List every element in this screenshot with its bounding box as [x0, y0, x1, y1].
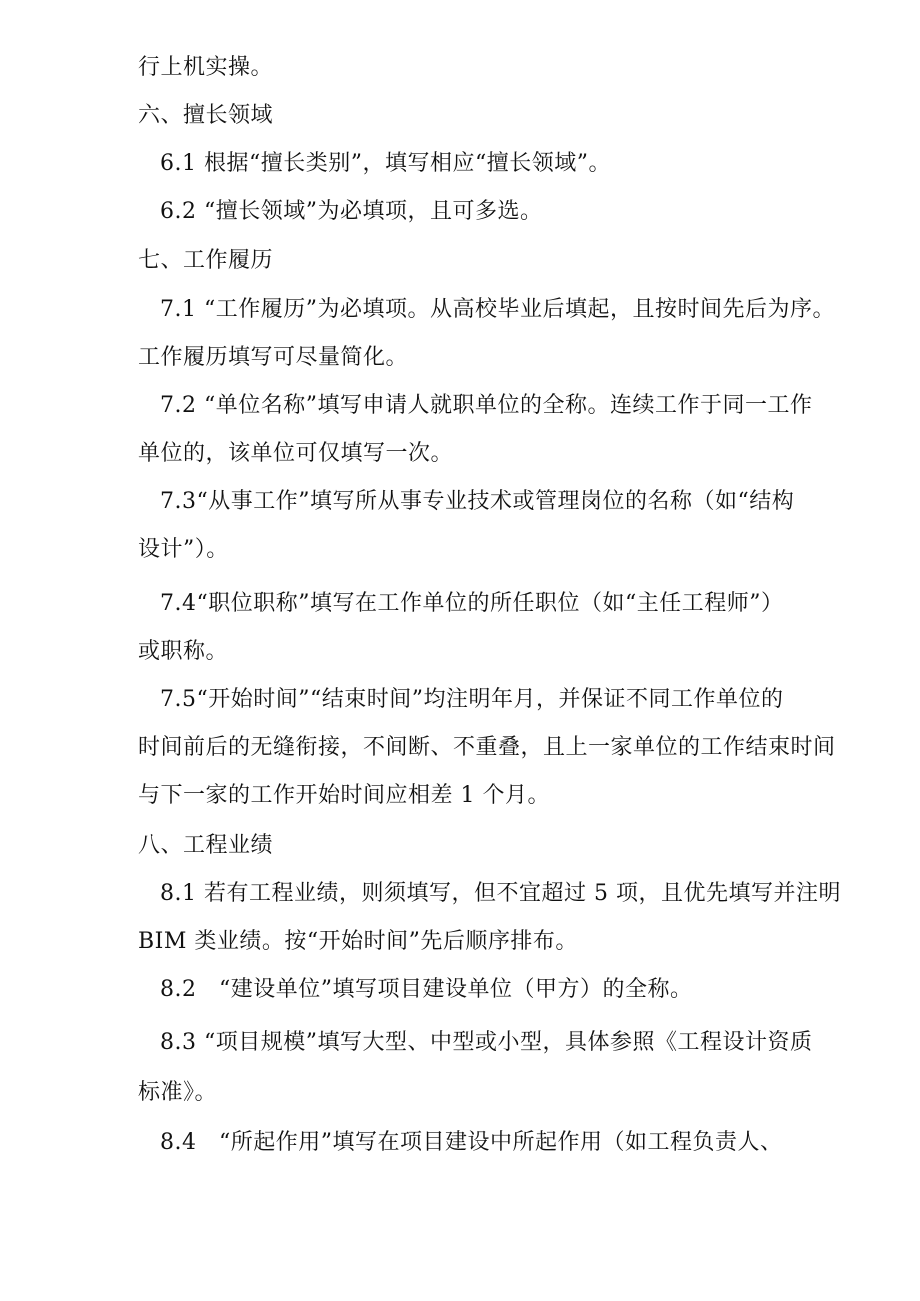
text-line: 8.4 “所起作用”填写在项目建设中所起作用（如工程负责人、 — [160, 1130, 783, 1155]
text-line: 7.3“从事工作”填写所从事专业技术或管理岗位的名称（如“结构 — [160, 489, 795, 514]
text-line: 标准》。 — [138, 1080, 218, 1105]
section-heading: 六、擅长领域 — [138, 103, 274, 128]
text-line: 6.1 根据“擅长类别”，填写相应“擅长领域”。 — [160, 151, 611, 176]
text-line: 行上机实操。 — [138, 55, 274, 80]
text-line: 8.3 “项目规模”填写大型、中型或小型，具体参照《工程设计资质 — [160, 1030, 813, 1055]
text-line: 8.2 “建设单位”填写项目建设单位（甲方）的全称。 — [160, 977, 693, 1002]
text-line: 设计”）。 — [138, 537, 229, 562]
text-line: 工作履历填写可尽量简化。 — [138, 345, 409, 370]
text-line: 8.1 若有工程业绩，则须填写，但不宜超过 5 项，且优先填写并注明 — [160, 881, 841, 906]
text-line: 单位的，该单位可仅填写一次。 — [138, 441, 454, 466]
text-line: 与下一家的工作开始时间应相差 1 个月。 — [138, 783, 550, 808]
text-line: BIM 类业绩。按“开始时间”先后顺序排布。 — [138, 929, 578, 954]
text-line: 7.4“职位职称”填写在工作单位的所任职位（如“主任工程师”） — [160, 591, 784, 616]
text-line: 7.2 “单位名称”填写申请人就职单位的全称。连续工作于同一工作 — [160, 393, 813, 418]
section-heading: 七、工作履历 — [138, 248, 274, 273]
text-line: 7.5“开始时间”“结束时间”均注明年月，并保证不同工作单位的 — [160, 687, 784, 712]
section-heading: 八、工程业绩 — [138, 833, 274, 858]
text-line: 时间前后的无缝衔接，不间断、不重叠，且上一家单位的工作结束时间 — [138, 735, 836, 760]
text-line: 或职称。 — [138, 639, 229, 664]
text-line: 7.1 “工作履历”为必填项。从高校毕业后填起，且按时间先后为序。 — [160, 297, 835, 322]
text-line: 6.2 “擅长领域”为必填项，且可多选。 — [160, 199, 543, 224]
